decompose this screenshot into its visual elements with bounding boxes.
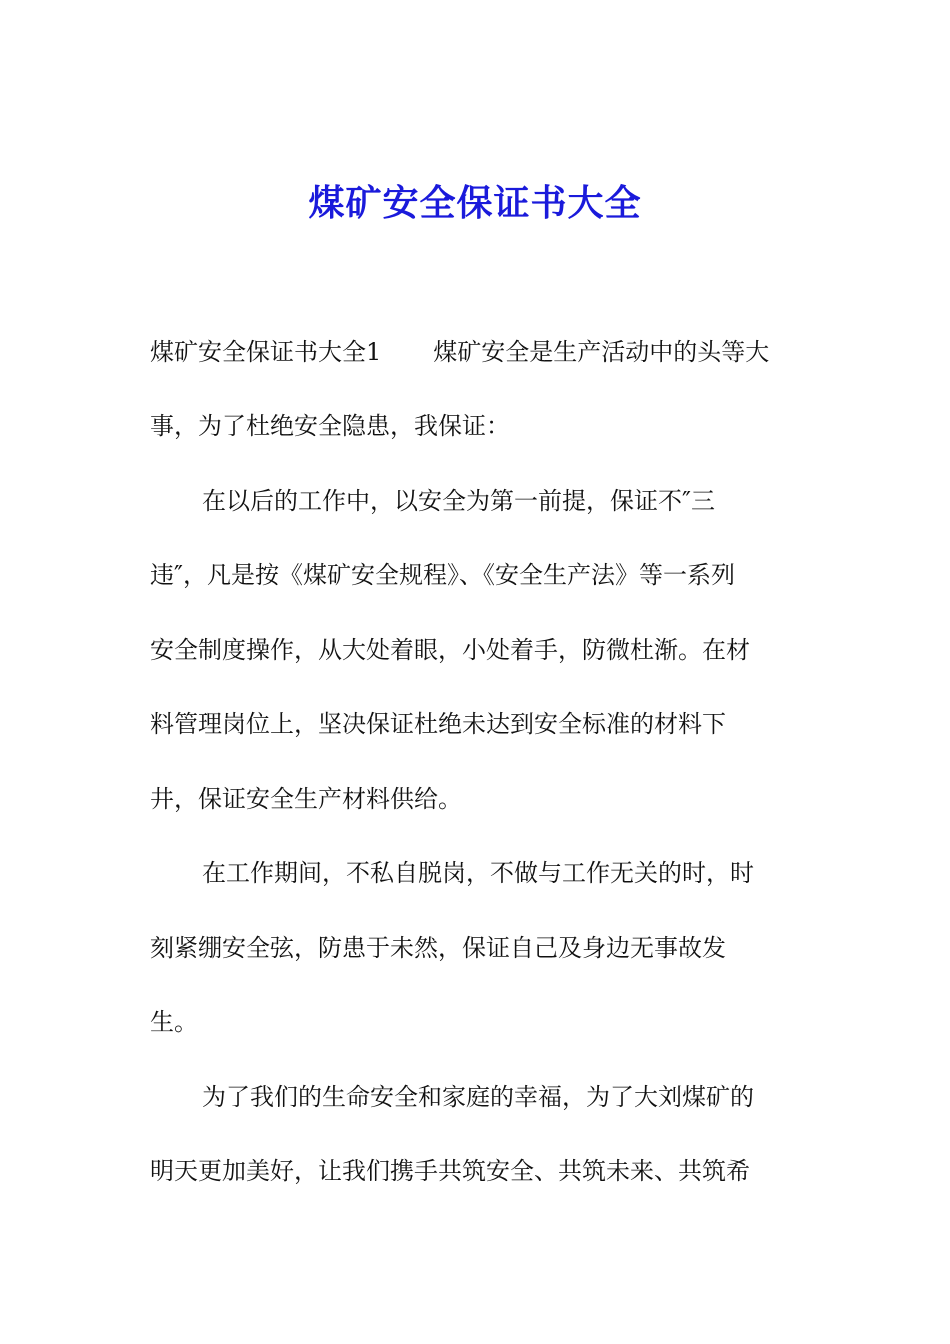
paragraph-line-9: 刻紧绷安全弦，防患于未然，保证自己及身边无事故发: [150, 934, 726, 962]
paragraph-line-1: [150, 334, 830, 370]
paragraph-text: 煤矿安全是生产活动中的头等大: [433, 338, 770, 366]
paragraph-line-5: 安全制度操作，从大处着眼，小处着手，防微杜渐。在材: [150, 636, 750, 664]
paragraph-line-4: 违″，凡是按《煤矿安全规程》、《安全生产法》等一系列: [150, 561, 735, 589]
paragraph-line-10: 生。: [150, 1008, 198, 1036]
document-title: 煤矿安全保证书大全: [308, 182, 642, 224]
paragraph-line-12: 明天更加美好，让我们携手共筑安全、共筑未来、共筑希: [150, 1157, 750, 1185]
paragraph-line-11: 为了我们的生命安全和家庭的幸福，为了大刘煤矿的: [202, 1083, 754, 1111]
paragraph-line-2: 事，为了杜绝安全隐患，我保证：: [150, 412, 510, 440]
paragraph-line-8: 在工作期间，不私自脱岗，不做与工作无关的时，时: [202, 859, 754, 887]
paragraph-line-6: 料管理岗位上，坚决保证杜绝未达到安全标准的材料下: [150, 710, 726, 738]
paragraph-line-3: 在以后的工作中，以安全为第一前提，保证不″三: [202, 487, 715, 515]
section-heading: 煤矿安全保证书大全1: [150, 338, 382, 366]
paragraph-line-7: 井，保证安全生产材料供给。: [150, 785, 462, 813]
